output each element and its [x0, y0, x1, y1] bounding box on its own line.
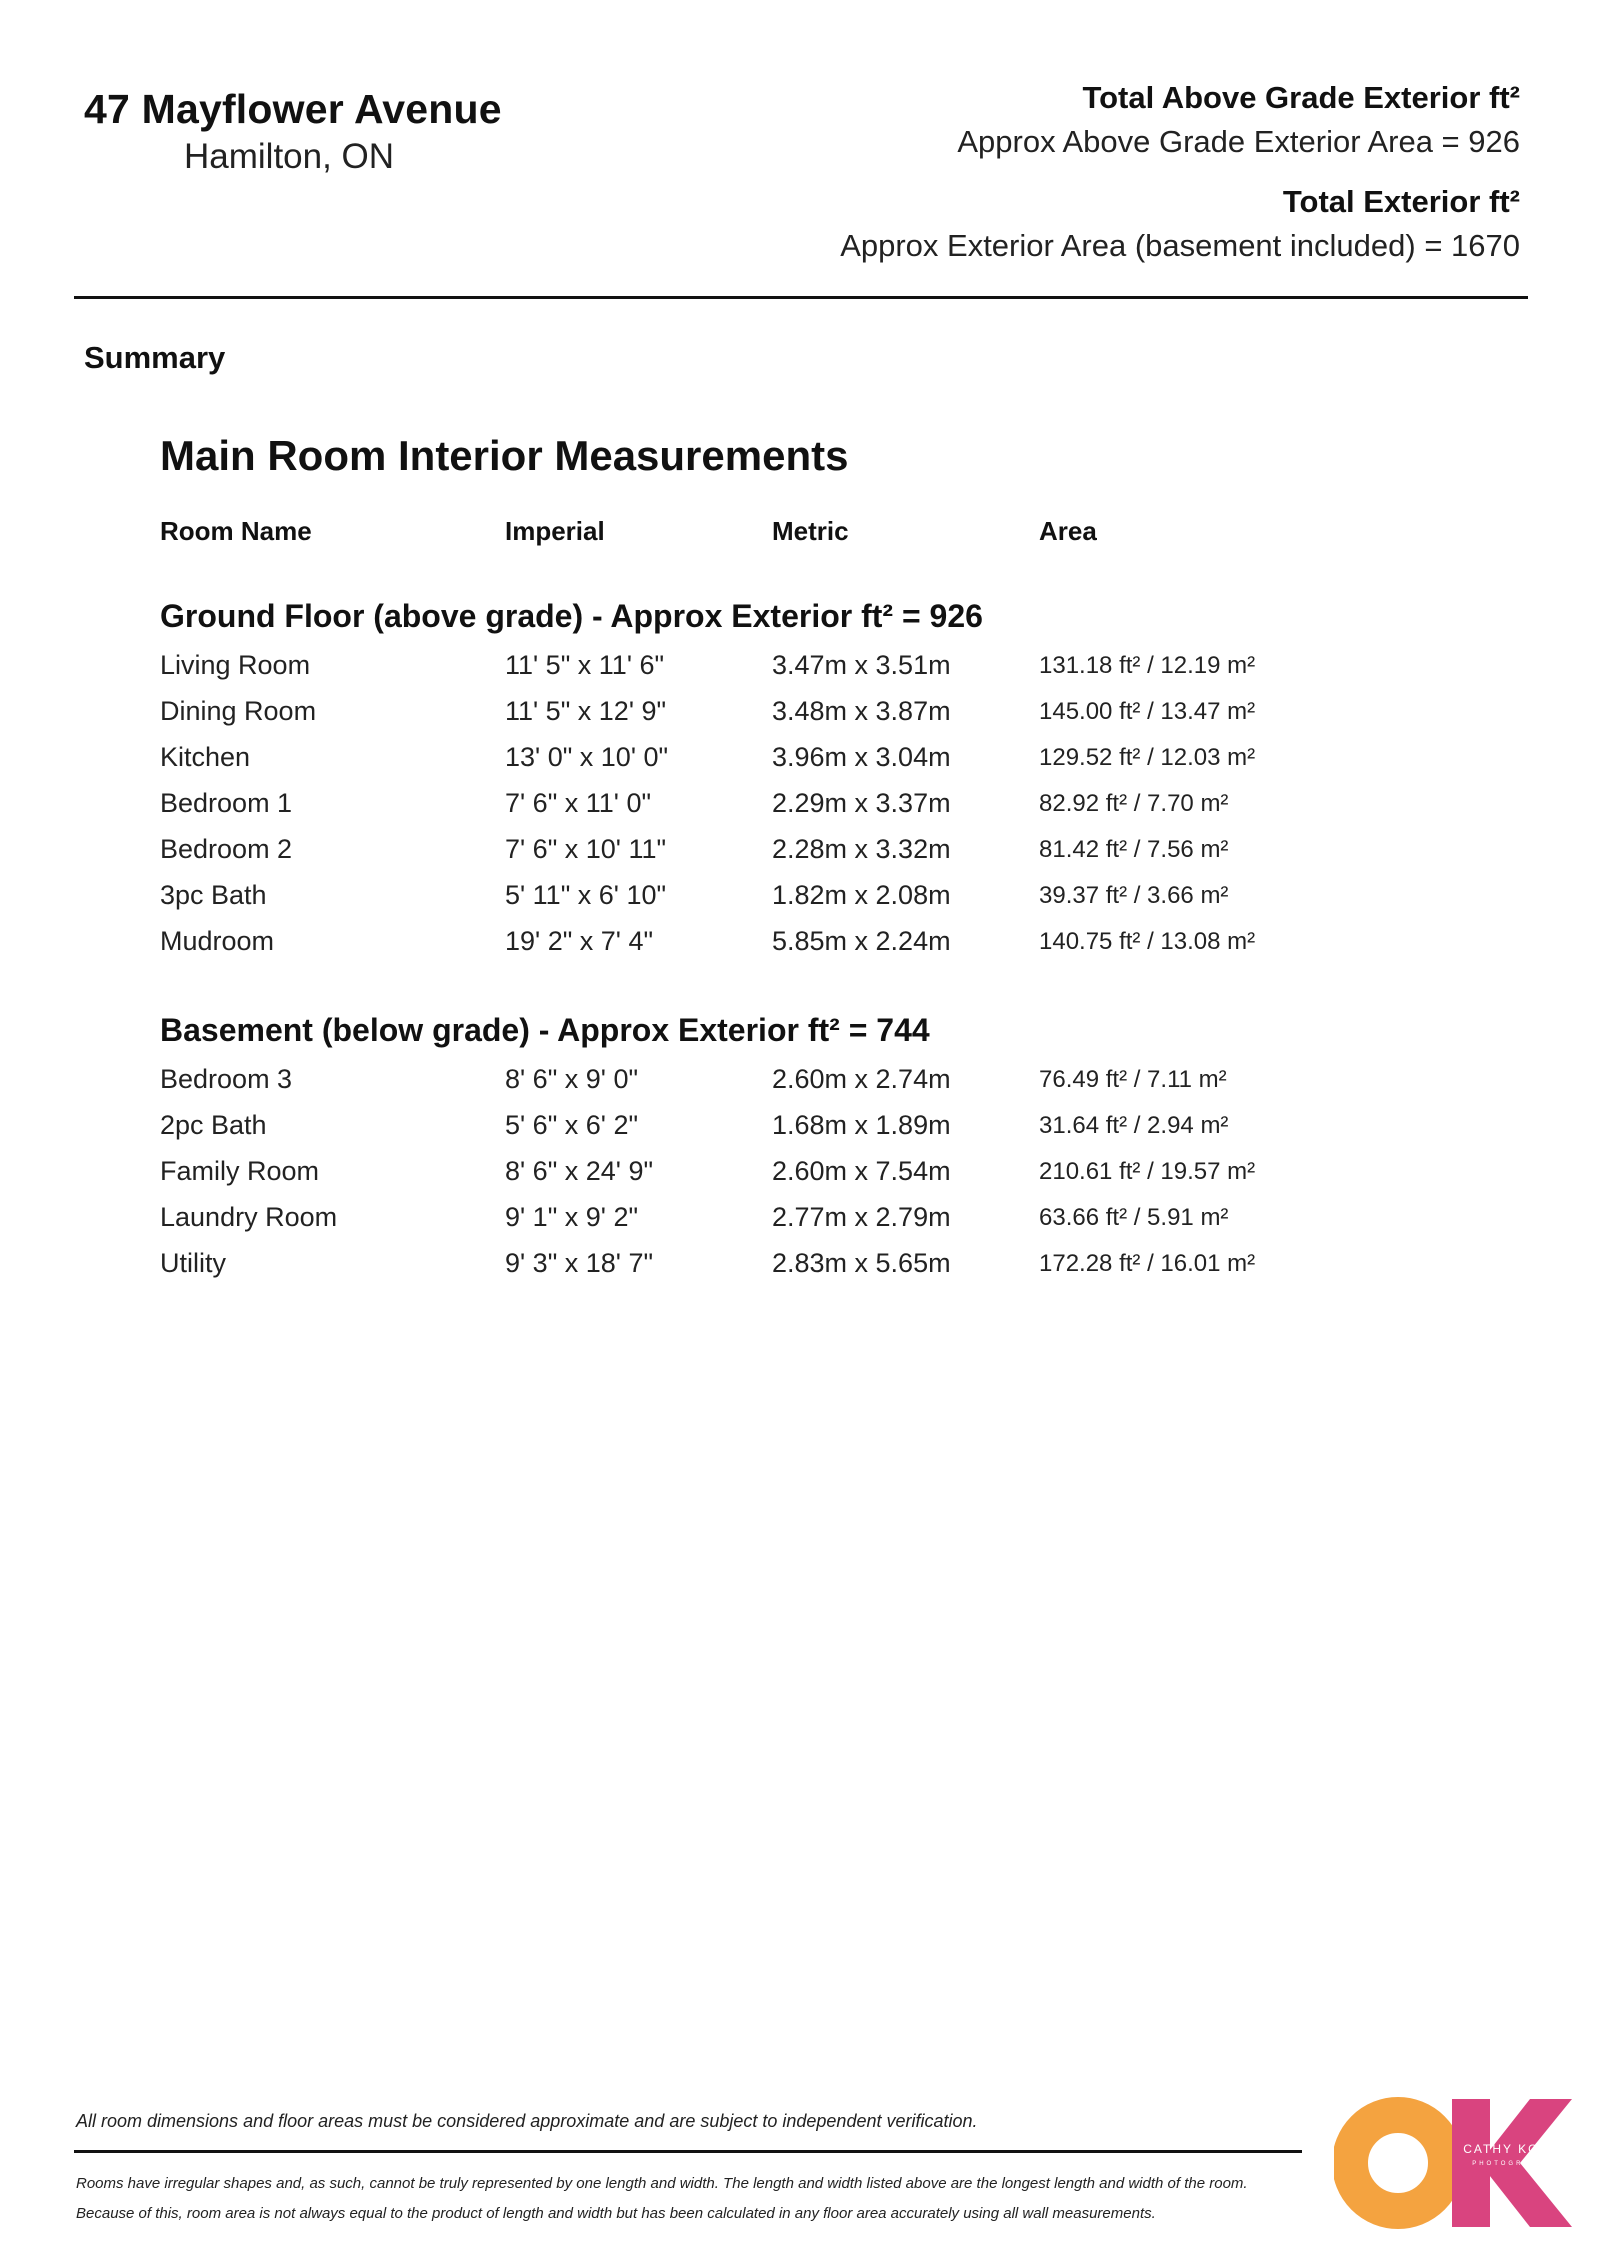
- table-row: [160, 880, 1360, 926]
- summary-label: Summary: [84, 340, 226, 375]
- room-name: Utility: [160, 1248, 226, 1278]
- measurements-table: [160, 516, 1360, 1294]
- room-metric: 2.83m x 5.65m: [772, 1248, 951, 1278]
- room-name: Mudroom: [160, 926, 275, 956]
- header-divider: [74, 296, 1528, 299]
- section-title-basement: Basement (below grade) - Approx Exterior ft² = 744: [160, 1012, 930, 1048]
- room-area: 145.00 ft² / 13.47 m²: [1039, 698, 1256, 725]
- total-exterior-value: Approx Exterior Area (basement included) = 1670: [840, 228, 1520, 263]
- room-metric: 3.48m x 3.87m: [772, 696, 951, 726]
- room-area: 172.28 ft² / 16.01 m²: [1039, 1250, 1256, 1277]
- table-row: [160, 834, 1360, 880]
- room-area: 131.18 ft² / 12.19 m²: [1039, 652, 1256, 679]
- room-name: Bedroom 3: [160, 1064, 293, 1094]
- table-row: [160, 742, 1360, 788]
- room-area: 31.64 ft² / 2.94 m²: [1039, 1112, 1229, 1139]
- room-imperial: 9' 1" x 9' 2": [505, 1202, 639, 1232]
- table-row: [160, 696, 1360, 742]
- property-address: 47 Mayflower Avenue: [84, 86, 502, 132]
- room-imperial: 8' 6" x 9' 0": [505, 1064, 639, 1094]
- total-above-grade-label: Total Above Grade Exterior ft²: [1082, 80, 1520, 115]
- room-imperial: 5' 11" x 6' 10": [505, 880, 667, 910]
- room-name: 2pc Bath: [160, 1110, 267, 1140]
- column-header-imperial: Imperial: [505, 516, 605, 546]
- table-row: [160, 650, 1360, 696]
- room-metric: 5.85m x 2.24m: [772, 926, 951, 956]
- room-name: Kitchen: [160, 742, 251, 772]
- table-row: [160, 1156, 1360, 1202]
- room-imperial: 7' 6" x 11' 0": [505, 788, 652, 818]
- room-metric: 2.28m x 3.32m: [772, 834, 951, 864]
- page-title: Main Room Interior Measurements: [160, 432, 849, 479]
- fine-print-line-2: Because of this, room area is not always equal to the product of length and width but has been calculated in any floor area accurately using all wall measurements.: [76, 2205, 1156, 2222]
- room-area: 76.49 ft² / 7.11 m²: [1039, 1066, 1227, 1093]
- fine-print-line-1: Rooms have irregular shapes and, as such, cannot be truly represented by one length and width. The length and width listed above are the longest length and width of the room.: [76, 2175, 1248, 2192]
- logo-o-mark: [1350, 2115, 1446, 2211]
- cathy-koop-logo: [1334, 2093, 1574, 2233]
- table-row: [160, 1064, 1360, 1110]
- room-area: 129.52 ft² / 12.03 m²: [1039, 744, 1256, 771]
- room-name: Family Room: [160, 1156, 320, 1186]
- column-header-metric: Metric: [772, 516, 849, 546]
- totals-block: [840, 76, 1520, 268]
- disclaimer-text: All room dimensions and floor areas must be considered approximate and are subject to independent verification.: [76, 2111, 978, 2131]
- property-city: Hamilton, ON: [184, 137, 395, 176]
- room-area: 82.92 ft² / 7.70 m²: [1039, 790, 1229, 817]
- section-title-ground-floor: Ground Floor (above grade) - Approx Exterior ft² = 926: [160, 598, 983, 634]
- room-area: 81.42 ft² / 7.56 m²: [1039, 836, 1229, 863]
- room-metric: 1.82m x 2.08m: [772, 880, 951, 910]
- room-metric: 2.60m x 2.74m: [772, 1064, 951, 1094]
- room-imperial: 11' 5" x 11' 6": [505, 650, 665, 680]
- room-imperial: 13' 0" x 10' 0": [505, 742, 669, 772]
- room-name: 3pc Bath: [160, 880, 267, 910]
- room-metric: 3.47m x 3.51m: [772, 650, 951, 680]
- room-imperial: 5' 6" x 6' 2": [505, 1110, 639, 1140]
- room-metric: 3.96m x 3.04m: [772, 742, 951, 772]
- room-imperial: 7' 6" x 10' 11": [505, 834, 667, 864]
- logo-subtitle: PHOTOGRAPHY: [1472, 2161, 1552, 2167]
- room-area: 39.37 ft² / 3.66 m²: [1039, 882, 1229, 909]
- room-metric: 2.29m x 3.37m: [772, 788, 951, 818]
- room-imperial: 11' 5" x 12' 9": [505, 696, 667, 726]
- table-header-row: [160, 516, 1360, 596]
- room-imperial: 8' 6" x 24' 9": [505, 1156, 654, 1186]
- room-name: Bedroom 1: [160, 788, 293, 818]
- room-metric: 2.60m x 7.54m: [772, 1156, 951, 1186]
- table-row: [160, 1110, 1360, 1156]
- room-imperial: 9' 3" x 18' 7": [505, 1248, 654, 1278]
- table-row: [160, 1202, 1360, 1248]
- room-name: Living Room: [160, 650, 311, 680]
- table-row: [160, 926, 1360, 972]
- room-area: 140.75 ft² / 13.08 m²: [1039, 928, 1256, 955]
- total-exterior-label: Total Exterior ft²: [1282, 184, 1520, 219]
- column-header-area: Area: [1039, 516, 1097, 546]
- room-area: 63.66 ft² / 5.91 m²: [1039, 1204, 1229, 1231]
- room-metric: 2.77m x 2.79m: [772, 1202, 951, 1232]
- room-name: Dining Room: [160, 696, 317, 726]
- room-metric: 1.68m x 1.89m: [772, 1110, 951, 1140]
- total-above-grade-value: Approx Above Grade Exterior Area = 926: [957, 124, 1520, 159]
- table-row: [160, 1248, 1360, 1294]
- footer-divider: [74, 2150, 1302, 2153]
- address-block: [84, 86, 502, 177]
- table-row: [160, 788, 1360, 834]
- logo-wordmark: CATHY KOOP: [1463, 2142, 1561, 2156]
- room-area: 210.61 ft² / 19.57 m²: [1039, 1158, 1256, 1185]
- room-name: Bedroom 2: [160, 834, 293, 864]
- room-name: Laundry Room: [160, 1202, 338, 1232]
- column-header-room: Room Name: [160, 516, 312, 546]
- room-imperial: 19' 2" x 7' 4": [505, 926, 654, 956]
